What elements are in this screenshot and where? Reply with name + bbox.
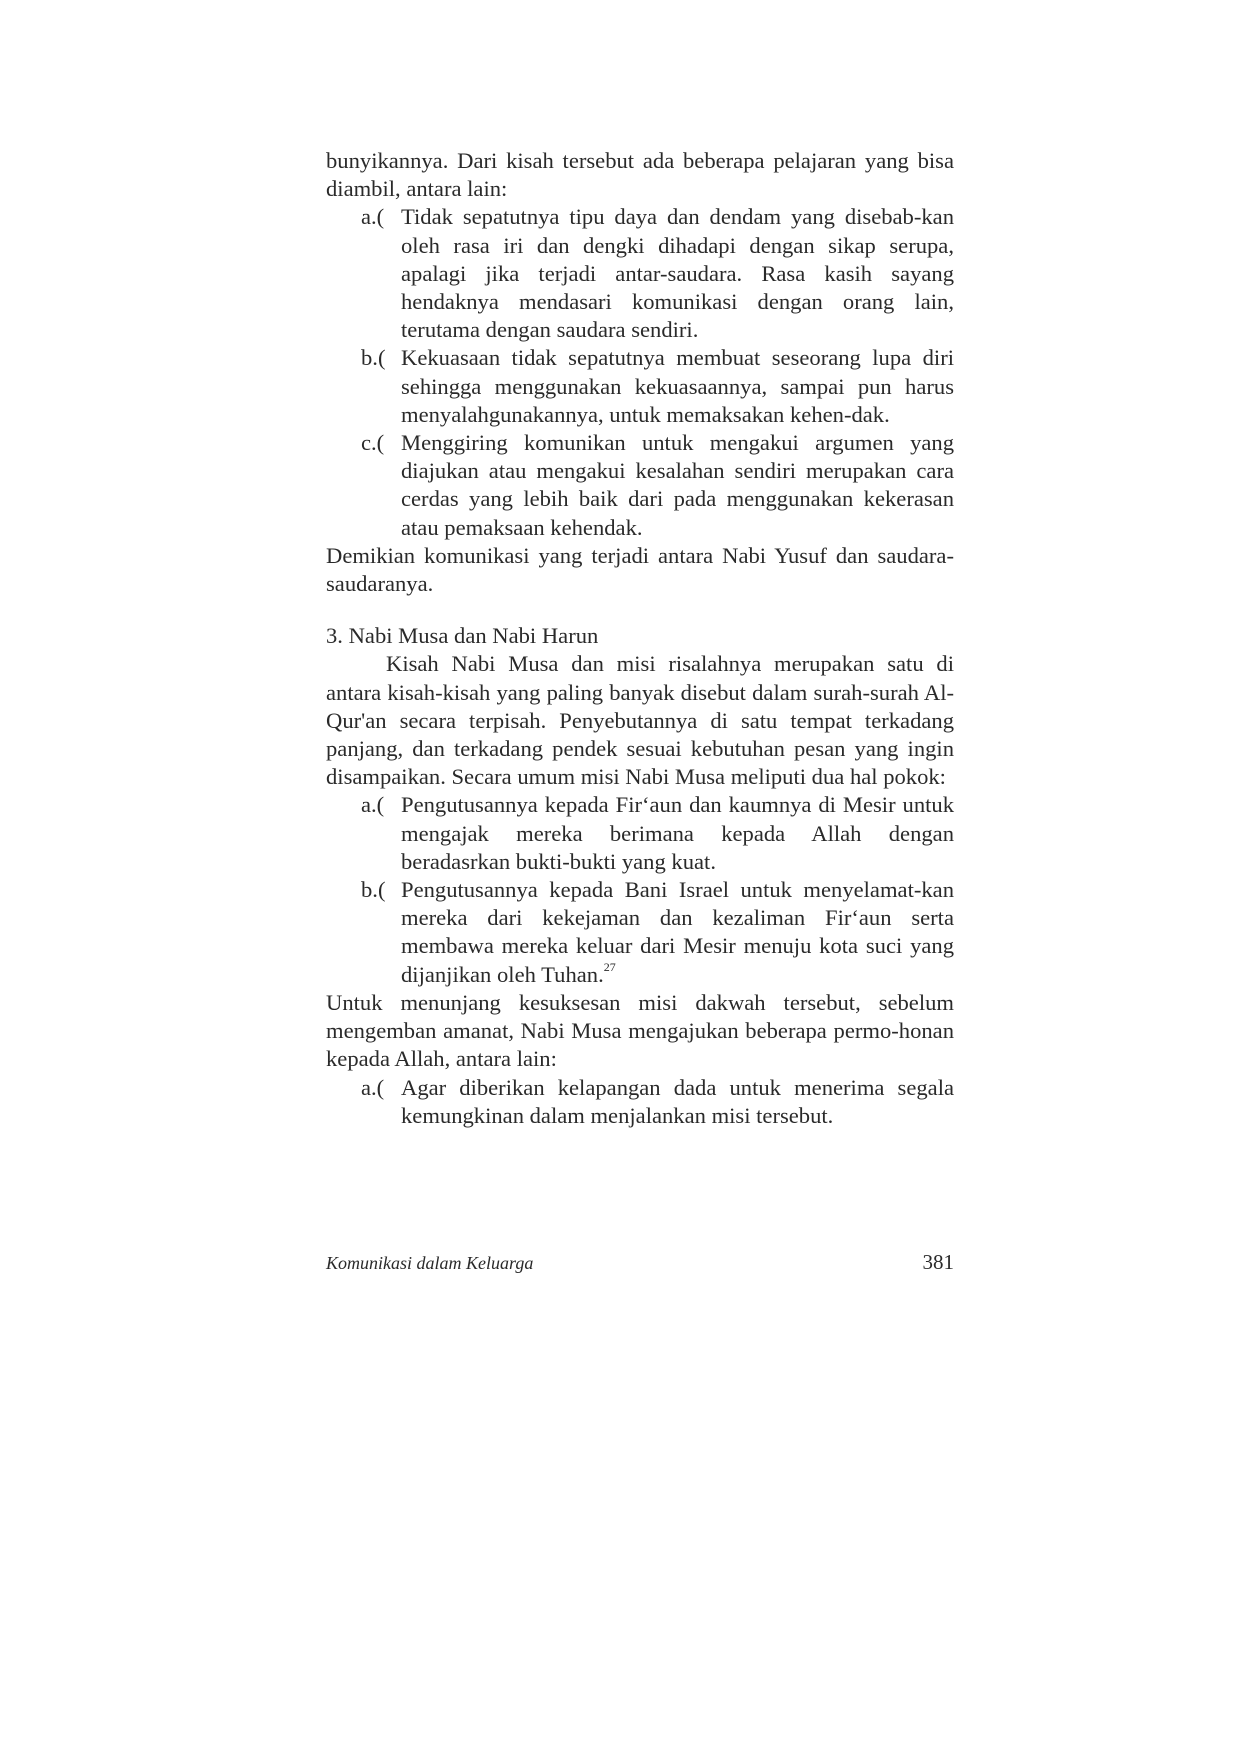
closing-paragraph: Demikian komunikasi yang terjadi antara Nabi Yusuf dan saudara-saudaranya. <box>326 542 954 597</box>
list-item-text: Tidak sepatutnya tipu daya dan dendam yang disebab-kan oleh rasa iri dan dengki dihadapi dengan sikap serupa, apalagi jika terjadi antar-saudara. Rasa kasih sayang hendaknya mendasari komunikasi dengan orang lain, terutama dengan saudara sendiri. <box>401 204 954 343</box>
requests-list <box>326 1074 954 1130</box>
page-footer <box>326 1250 954 1278</box>
list-item-text: Pengutusannya kepada Fir‘aun dan kaumnya di Mesir untuk mengajak mereka berimana kepada Allah dengan beradasrkan bukti-bukti yang kuat. <box>401 792 954 874</box>
list-marker: a.( <box>361 792 385 818</box>
list-item-text: Pengutusannya kepada Bani Israel untuk menyelamat-kan mereka dari kekejaman dan kezaliman Fir‘aun serta membawa mereka keluar dari Mesir menuju kota suci yang dijanjikan oleh Tuhan. <box>401 877 954 987</box>
running-title: Komunikasi dalam Keluarga <box>326 1253 534 1273</box>
mission-list <box>326 791 954 988</box>
page-body <box>326 147 954 1130</box>
list-item-text: Kekuasaan tidak sepatutnya membuat seseorang lupa diri sehingga menggunakan kekuasaannya, sampai pun harus menyalahgunakannya, untuk memaksakan kehen-dak. <box>401 345 954 427</box>
list-item <box>361 876 954 989</box>
intro-paragraph: bunyikannya. Dari kisah tersebut ada beberapa pelajaran yang bisa diambil, antara lain: <box>326 148 954 202</box>
requests-paragraph: Untuk menunjang kesuksesan misi dakwah tersebut, sebelum mengemban amanat, Nabi Musa mengajukan beberapa permo-honan kepada Allah, antara lain: <box>326 989 954 1072</box>
section-heading: 3. Nabi Musa dan Nabi Harun <box>326 623 599 649</box>
list-item <box>361 203 954 344</box>
lessons-list <box>326 203 954 541</box>
section-gap <box>326 598 954 622</box>
list-item <box>361 1074 954 1130</box>
list-item-text: Agar diberikan kelapangan dada untuk menerima segala kemungkinan dalam menjalankan misi tersebut. <box>401 1074 954 1128</box>
list-item-text: Menggiring komunikan untuk mengakui argumen yang diajukan atau mengakui kesalahan sendiri merupakan cara cerdas yang lebih baik dari pada menggunakan kekerasan atau pemaksaan kehendak. <box>401 430 954 540</box>
list-item <box>361 429 954 542</box>
page-number: 381 <box>922 1250 954 1274</box>
list-marker: a.( <box>361 204 385 230</box>
section-paragraph: Kisah Nabi Musa dan misi risalahnya merupakan satu di antara kisah-kisah yang paling banyak disebut dalam surah-surah Al-Qur'an secara terpisah. Penyebutannya di satu tempat terkadang panjang, dan terkadang pendek sesuai kebutuhan pesan yang ingin disampaikan. Secara umum misi Nabi Musa meliputi dua hal pokok: <box>326 651 954 790</box>
list-marker: c.( <box>361 430 385 456</box>
footnote-reference[interactable]: 27 <box>603 960 616 975</box>
list-marker: a.( <box>361 1074 385 1100</box>
list-marker: b.( <box>361 345 386 371</box>
list-marker: b.( <box>361 877 386 903</box>
list-item <box>361 791 954 876</box>
list-item-text-with-footnote <box>401 876 954 989</box>
list-item <box>361 344 954 429</box>
